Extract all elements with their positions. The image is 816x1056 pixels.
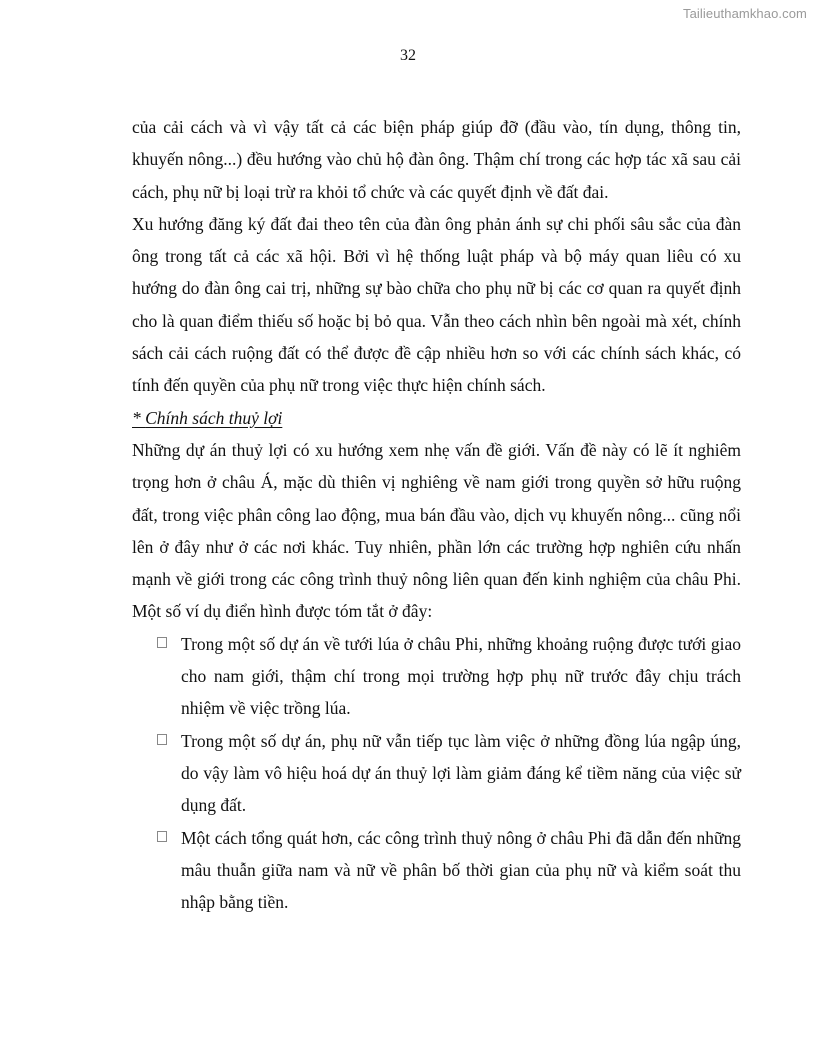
paragraph-irrigation: Những dự án thuỷ lợi có xu hướng xem nhẹ vấn đề giới. Vấn đề này có lẽ ít nghiêm trọng hơn ở châu Á, mặc dù thiên vị nghiêng về nam giới trong quyền sở hữu ruộng đất, trong việc phân công lao động, mua bán đầu vào, dịch vụ khuyến nông... cũng nổi lên ở đây như ở các nơi khác. Tuy nhiên, phần lớn các trường hợp nghiên cứu nhấn mạnh về giới trong các công trình thuỷ nông liên quan đến kinh nghiệm của châu Phi. Một số ví dụ điển hình được tóm tắt ở đây: (132, 439, 741, 622)
list-item (132, 822, 741, 919)
page-number: 32 (400, 47, 416, 64)
watermark-text: Tailieuthamkhao.com (682, 6, 807, 21)
bullet-box-icon (157, 831, 167, 842)
page-body (132, 111, 741, 918)
list-item (132, 628, 741, 725)
section-heading-prefix: * (132, 407, 146, 428)
list-item-text: Trong một số dự án, phụ nữ vẫn tiếp tục làm việc ở những đồng lúa ngập úng, do vậy làm vô hiệu hoá dự án thuỷ lợi làm giảm đáng kể tiềm năng của việc sử dụng đất. (181, 730, 741, 816)
list-item-text: Một cách tổng quát hơn, các công trình thuỷ nông ở châu Phi đã dẫn đến những mâu thuẫn giữa nam và nữ về phân bố thời gian của phụ nữ và kiểm soát thu nhập bằng tiền. (181, 827, 741, 913)
bullet-list (132, 628, 741, 919)
list-item-text: Trong một số dự án về tưới lúa ở châu Phi, những khoảng ruộng được tưới giao cho nam giới, thậm chí trong mọi trường hợp phụ nữ trước đây chịu trách nhiệm về việc trồng lúa. (181, 633, 741, 719)
bullet-box-icon (157, 637, 167, 648)
section-heading-irrigation (132, 402, 741, 434)
paragraph-land-reform-continued: của cải cách và vì vậy tất cả các biện pháp giúp đỡ (đầu vào, tín dụng, thông tin, khuyến nông...) đều hướng vào chủ hộ đàn ông. Thậm chí trong các hợp tác xã sau cải cách, phụ nữ bị loại trừ ra khỏi tổ chức và các quyết định về đất đai. (132, 117, 741, 202)
bullet-box-icon (157, 734, 167, 745)
list-item (132, 725, 741, 822)
section-heading-title: Chính sách thuỷ lợi (145, 407, 283, 428)
paragraph-land-registration: Xu hướng đăng ký đất đai theo tên của đàn ông phản ánh sự chi phối sâu sắc của đàn ông trong tất cả các xã hội. Bởi vì hệ thống luật pháp và bộ máy quan liêu có xu hướng do đàn ông cai trị, những sự bào chữa cho phụ nữ bị các cơ quan ra quyết định cho là quan điểm thiếu số hoặc bị bỏ qua. Vẫn theo cách nhìn bên ngoài mà xét, chính sách cải cách ruộng đất có thể được đề cập nhiều hơn so với các chính sách khác, có tính đến quyền của phụ nữ trong việc thực hiện chính sách. (132, 213, 741, 396)
